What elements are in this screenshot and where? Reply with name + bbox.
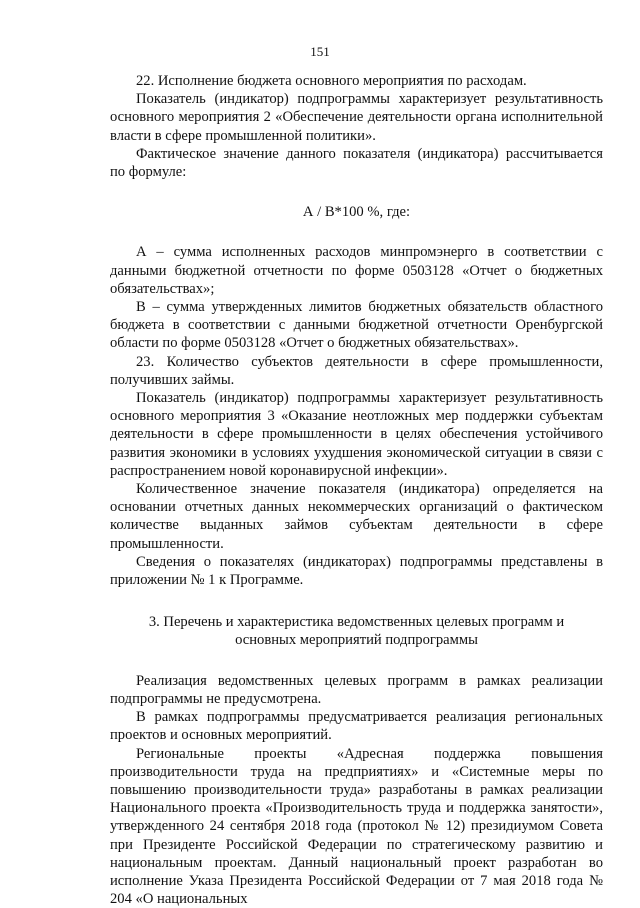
paragraph-indicator-description: Показатель (индикатор) подпрограммы характеризует результативность основного мероприятия 2 «Обеспечение деятельности органа исполнительной власти в сфере промышленной политики».: [110, 90, 603, 145]
paragraph-loans-indicator: 23. Количество субъектов деятельности в сфере промышленности, получивших займы.: [110, 353, 603, 389]
page-number: 151: [0, 44, 640, 60]
section-heading-line-2: основных мероприятий подпрограммы: [110, 631, 603, 649]
paragraph-appendix-reference: Сведения о показателях (индикаторах) подпрограммы представлены в приложении № 1 к Программе.: [110, 553, 603, 589]
paragraph-productivity-projects: Региональные проекты «Адресная поддержка повышения производительности труда на предприятиях» и «Системные меры по повышению производительности труда» разработаны в рамках реализации Национального проекта «Производительность труда и поддержка занятости», утвержденного 24 сентября 2018 года (протокол № 12) президиумом Совета при Президенте Российской Федерации по стратегическому развитию и национальным проектам. Данный национальный проект разработан во исполнение Указа Президента Российской Федерации от 7 мая 2018 года № 204 «О национальных: [110, 745, 603, 908]
paragraph-variable-a: А – сумма исполненных расходов минпромэнерго в соответствии с данными бюджетной отчетности по форме 0503128 «Отчет о бюджетных обязательствах»;: [110, 243, 603, 298]
paragraph-budget-indicator: 22. Исполнение бюджета основного мероприятия по расходам.: [110, 72, 603, 90]
page-content: [110, 72, 603, 908]
paragraph-formula-intro: Фактическое значение данного показателя (индикатора) рассчитывается по формуле:: [110, 145, 603, 181]
formula: А / В*100 %, где:: [110, 203, 603, 221]
section-heading: [110, 613, 603, 649]
paragraph-regional-projects: В рамках подпрограммы предусматривается реализация региональных проектов и основных мероприятий.: [110, 708, 603, 744]
paragraph-loans-calculation: Количественное значение показателя (индикатора) определяется на основании отчетных данных некоммерческих организаций о фактическом количестве выданных займов субъектам деятельности в сфере промышленности.: [110, 480, 603, 553]
paragraph-loans-description: Показатель (индикатор) подпрограммы характеризует результативность основного мероприятия 3 «Оказание неотложных мер поддержки субъектам деятельности в сфере промышленности в целях обеспечения устойчивого развития экономики в условиях ухудшения экономической ситуации в связи с распространением новой коронавирусной инфекции».: [110, 389, 603, 480]
section-heading-line-1: 3. Перечень и характеристика ведомственных целевых программ и: [110, 613, 603, 631]
paragraph-target-programs: Реализация ведомственных целевых программ в рамках реализации подпрограммы не предусмотрена.: [110, 672, 603, 708]
paragraph-variable-b: В – сумма утвержденных лимитов бюджетных обязательств областного бюджета в соответствии с данными бюджетной отчетности Оренбургской области по форме 0503128 «Отчет о бюджетных обязательствах».: [110, 298, 603, 353]
